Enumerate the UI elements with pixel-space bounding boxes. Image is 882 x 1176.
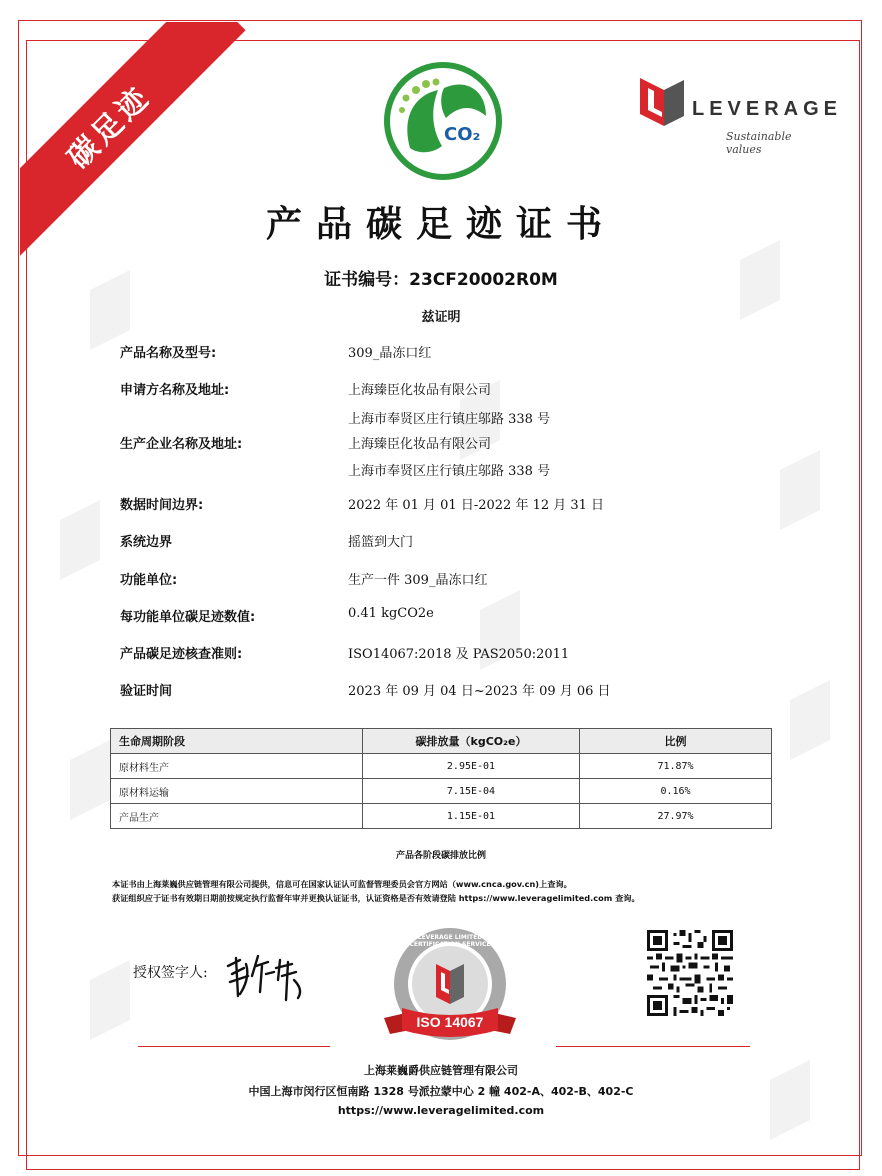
seal-ring-text: LEVERAGE LIMITED CERTIFICATION SERVICE — [409, 934, 491, 948]
certificate-number: 证书编号：23CF20002R0M — [324, 270, 558, 290]
table-row — [111, 779, 772, 804]
certificate-title: 产品碳足迹证书 — [265, 203, 616, 245]
table-row — [111, 804, 772, 829]
table-cell-ratio: 27.97% — [580, 804, 772, 829]
table-cell-emission: 7.15E-04 — [363, 779, 580, 804]
footer-company: 上海莱巍爵供应链管理有限公司 — [364, 1064, 518, 1077]
field-value-applicant-address: 上海市奉贤区庄行镇庄邬路 338 号 — [348, 412, 551, 427]
field-label-product: 产品名称及型号: — [120, 346, 217, 361]
field-value-footprint-value: 0.41 kgCO2e — [348, 606, 434, 621]
corner-badge-text: 碳足迹 — [20, 22, 246, 264]
co2-label: CO₂ — [444, 124, 481, 145]
field-label-data-period: 数据时间边界: — [120, 498, 204, 513]
field-value-system-boundary: 摇篮到大门 — [348, 535, 414, 550]
table-header-row — [111, 729, 772, 754]
leverage-logo — [638, 74, 843, 156]
footer-url-link[interactable]: https://www.leveragelimited.com — [337, 1104, 545, 1117]
field-label-functional-unit: 功能单位: — [120, 573, 178, 588]
table-cell-emission: 2.95E-01 — [363, 754, 580, 779]
leverage-wordmark: LEVERAGE — [692, 98, 843, 120]
handwritten-signature — [222, 946, 312, 1006]
seal-banner-text: ISO 14067 — [416, 1014, 484, 1030]
leverage-mark-icon — [638, 74, 688, 130]
carbon-footprint-logo — [382, 60, 504, 182]
field-label-standard: 产品碳足迹核查准则: — [120, 647, 243, 662]
field-value-product: 309_晶冻口红 — [348, 346, 432, 361]
field-label-footprint-value: 每功能单位碳足迹数值: — [120, 610, 256, 625]
qr-code[interactable] — [647, 930, 733, 1016]
note-line-2: 获证组织应于证书有效期日期前按规定执行监督年审并更换认证证书，认证资格是否有效请登陆 https://www.leveragelimited.com 查询。 — [112, 893, 640, 903]
field-value-verification-time: 2023 年 09 月 04 日~2023 年 09 月 06 日 — [348, 684, 611, 699]
table-header-emission: 碳排放量（kgCO₂e） — [363, 729, 580, 754]
footer-divider-right — [556, 1046, 750, 1047]
footer-divider-left — [138, 1046, 330, 1047]
field-value-functional-unit: 生产一件 309_晶冻口红 — [348, 573, 488, 588]
table-cell-stage: 原材料生产 — [111, 754, 363, 779]
field-label-applicant: 申请方名称及地址: — [120, 383, 230, 398]
field-value-data-period: 2022 年 01 月 01 日-2022 年 12 月 31 日 — [348, 498, 605, 513]
table-row — [111, 754, 772, 779]
table-cell-ratio: 0.16% — [580, 779, 772, 804]
field-label-verification-time: 验证时间 — [120, 684, 173, 699]
certify-intro: 兹证明 — [421, 310, 461, 325]
table-cell-stage: 产品生产 — [111, 804, 363, 829]
field-value-standard: ISO14067:2018 及 PAS2050:2011 — [348, 647, 570, 662]
table-cell-ratio: 71.87% — [580, 754, 772, 779]
table-caption: 产品各阶段碳排放比例 — [395, 851, 486, 861]
field-value-applicant-name: 上海臻臣化妆品有限公司 — [348, 383, 492, 398]
table-cell-stage: 原材料运输 — [111, 779, 363, 804]
table-cell-emission: 1.15E-01 — [363, 804, 580, 829]
field-value-manufacturer-address: 上海市奉贤区庄行镇庄邬路 338 号 — [348, 464, 551, 479]
table-header-stage: 生命周期阶段 — [111, 729, 363, 754]
lifecycle-emission-table — [110, 728, 772, 829]
field-label-manufacturer: 生产企业名称及地址: — [120, 437, 243, 452]
field-value-manufacturer-name: 上海臻臣化妆品有限公司 — [348, 437, 492, 452]
certification-seal — [370, 926, 530, 1046]
signatory-label: 授权签字人: — [133, 965, 208, 981]
leverage-tagline: Sustainable values — [726, 130, 792, 156]
field-label-system-boundary: 系统边界 — [120, 535, 173, 550]
note-line-1: 本证书由上海莱巍供应链管理有限公司提供，信息可在国家认证认可监督管理委员会官方网站（www.cnca.gov.cn)上查询。 — [112, 879, 572, 889]
table-header-ratio: 比例 — [580, 729, 772, 754]
footer-address: 中国上海市闵行区恒南路 1328 号派拉蒙中心 2 幢 402-A、402-B、402-C — [248, 1085, 634, 1098]
